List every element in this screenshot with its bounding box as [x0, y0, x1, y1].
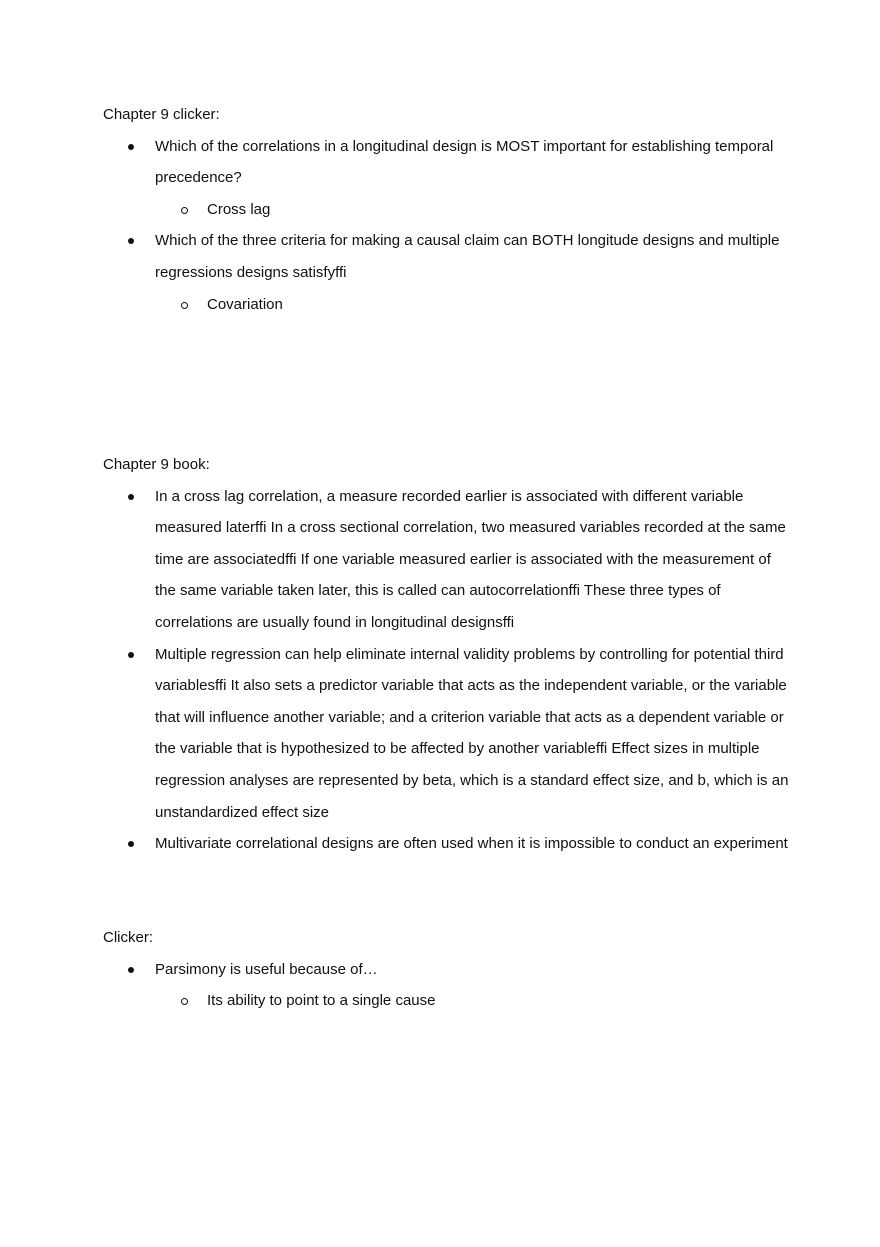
hollow-circle-bullet-icon [181, 998, 188, 1005]
sub-list-item [103, 194, 793, 226]
bullet-icon [128, 967, 134, 973]
bullet-text: Multiple regression can help eliminate internal validity problems by controlling for potential third variablesffi It also sets a predictor variable that acts as the independent variable, or the variable that will influence another variable; and a criterion variable that acts as a dependent variable or the variable that is hypothesized to be affected by another variableffi Effect sizes in multiple regression analyses are represented by beta, which is a standard effect size, and b, which is an unstandardized effect size [155, 645, 789, 821]
list-item [103, 131, 793, 226]
section-chapter-9-clicker [103, 99, 793, 320]
section-chapter-9-book [103, 449, 793, 860]
bullet-text: Parsimony is useful because of… [155, 960, 378, 978]
bullet-icon [128, 144, 134, 150]
section-heading: Chapter 9 book: [103, 456, 210, 473]
sub-list [155, 194, 793, 226]
bullet-icon [128, 652, 134, 658]
bullet-icon [128, 841, 134, 847]
sub-item-text: Covariation [207, 295, 283, 313]
list-item [103, 639, 793, 829]
hollow-circle-bullet-icon [181, 207, 188, 214]
bullet-list [103, 131, 793, 321]
list-item [103, 481, 793, 639]
list-item [103, 954, 793, 1017]
sub-list-item [103, 985, 793, 1017]
hollow-circle-bullet-icon [181, 302, 188, 309]
section-heading: Clicker: [103, 929, 154, 946]
bullet-icon [128, 238, 134, 244]
bullet-text: Which of the correlations in a longitudinal design is MOST important for establishing temporal precedence? [155, 137, 774, 187]
bullet-text: Which of the three criteria for making a causal claim can BOTH longitude designs and multiple regressions designs satisfyffi [155, 232, 780, 281]
bullet-list [103, 481, 793, 860]
section-heading: Chapter 9 clicker: [103, 106, 220, 123]
sub-item-text: Its ability to point to a single cause [207, 992, 436, 1010]
section-clicker [103, 922, 793, 1017]
bullet-text: In a cross lag correlation, a measure recorded earlier is associated with different variable measured laterffi In a cross sectional correlation, two measured variables recorded at the same time are associatedffi If one variable measured earlier is associated with the measurement of the same variable taken later, this is called can autocorrelationffi These three types of correlations are usually found in longitudinal designsffi [155, 487, 786, 631]
sub-list-item [103, 289, 793, 321]
list-item [103, 225, 793, 320]
bullet-icon [128, 494, 134, 500]
list-item [103, 828, 793, 860]
sub-list [155, 289, 793, 321]
bullet-text: Multivariate correlational designs are often used when it is impossible to conduct an experiment [155, 835, 788, 853]
sub-item-text: Cross lag [207, 200, 271, 218]
bullet-list [103, 954, 793, 1017]
sub-list [155, 985, 793, 1017]
